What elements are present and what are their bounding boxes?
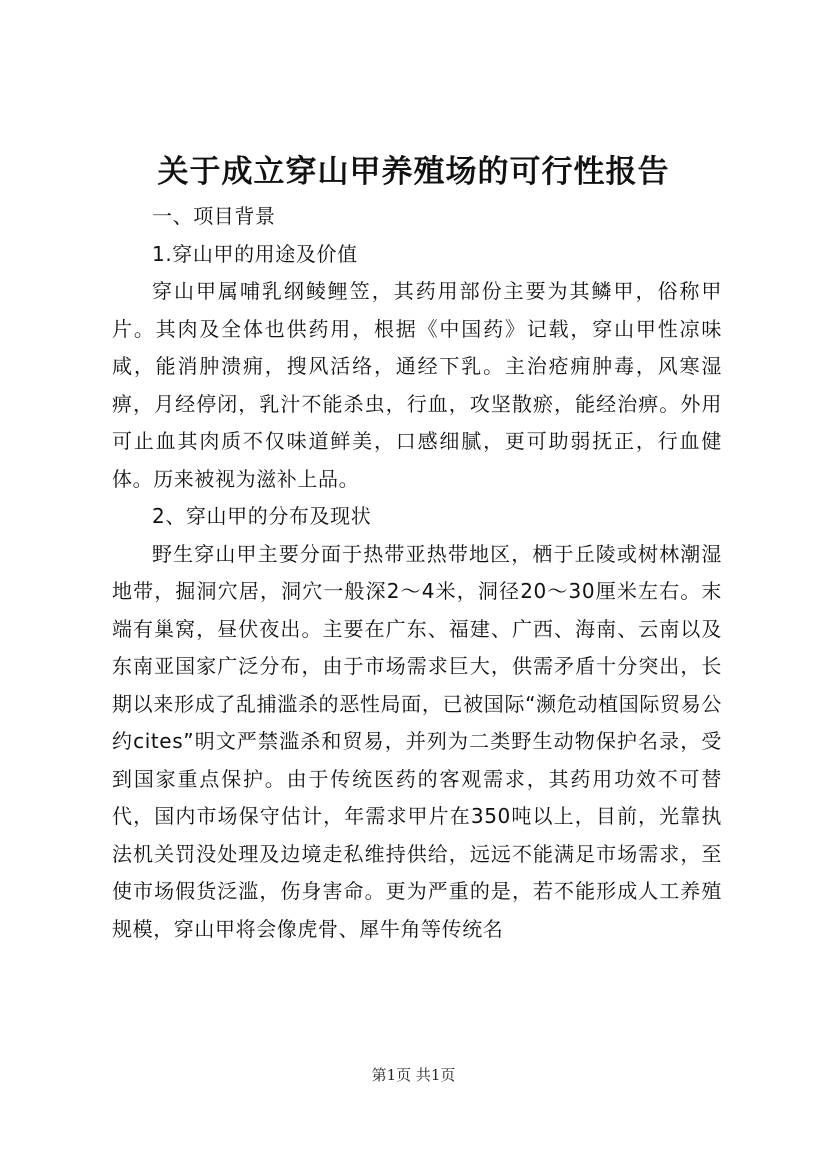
page-footer: 第1页 共1页 bbox=[371, 1066, 456, 1084]
document-title: 关于成立穿山甲养殖场的可行性报告 bbox=[157, 154, 670, 190]
section-heading-distribution: 2、穿山甲的分布及现状 bbox=[152, 504, 372, 528]
document-body bbox=[112, 198, 722, 948]
paragraph-distribution: 野生穿山甲主要分面于热带亚热带地区，栖于丘陵或树林潮湿地带，掘洞穴居，洞穴一般深2～4米，洞径20～30厘米左右。末端有巢窝，昼伏夜出。主要在广东、福建、广西、海南、云南以及东南亚国家广泛分布，由于市场需求巨大，供需矛盾十分突出，长期以来形成了乱捕滥杀的恶性局面，已被国际“濒危动植国际贸易公约cites”明文严禁滥杀和贸易，并列为二类野生动物保护名录，受到国家重点保护。由于传统医药的客观需求，其药用功效不可替代，国内市场保守估计，年需求甲片在350吨以上，目前，光靠执法机关罚没处理及边境走私维持供给，远远不能满足市场需求，至使市场假货泛滥，伤身害命。更为严重的是，若不能形成人工养殖规模，穿山甲将会像虎骨、犀牛角等传统名 bbox=[112, 541, 722, 941]
section-heading-uses-value: 1.穿山甲的用途及价值 bbox=[152, 241, 358, 266]
section-heading-background: 一、项目背景 bbox=[152, 204, 276, 228]
paragraph-uses-value: 穿山甲属哺乳纲鲮鲤笠，其药用部份主要为其鳞甲，俗称甲片。其肉及全体也供药用，根据《中国药》记载，穿山甲性凉味咸，能消肿溃痈，搜风活络，通经下乳。主治疮痈肿毒，风寒湿痹，月经停闭，乳汁不能杀虫，行血，攻坚散瘀，能经治痹。外用可止血其肉质不仅味道鲜美，口感细腻，更可助弱抚正，行血健体。历来被视为滋补上品。 bbox=[112, 279, 722, 491]
